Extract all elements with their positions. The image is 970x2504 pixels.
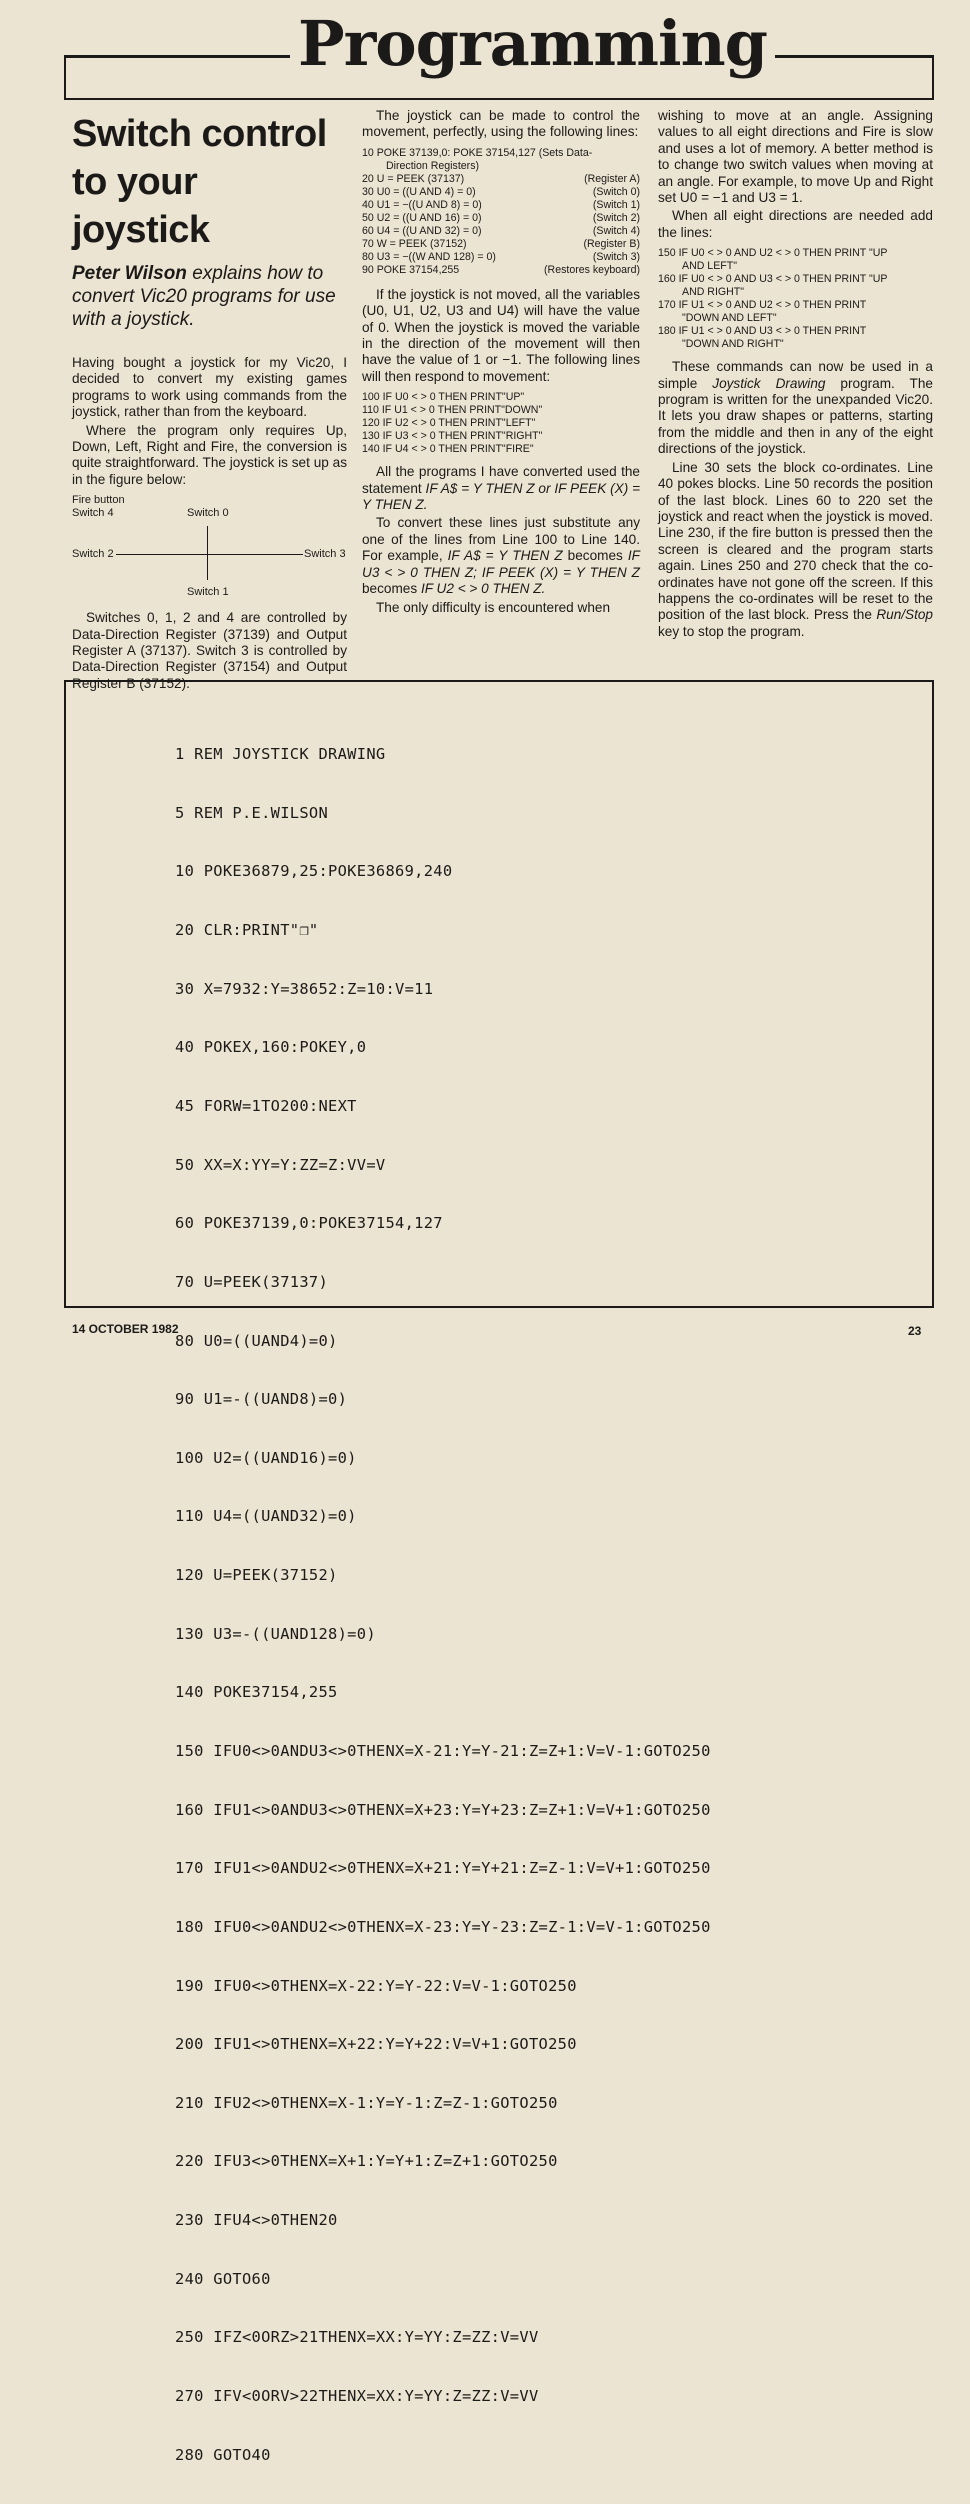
- fig-switch4-label: Switch 4: [72, 507, 114, 520]
- page-number: 23: [908, 1324, 922, 1338]
- code-note: (Switch 0): [592, 185, 640, 198]
- body-paragraph: [658, 359, 933, 457]
- text-run-italic: Run/Stop: [876, 607, 933, 623]
- text-run-italic: IF U2 < > 0 THEN Z.: [420, 581, 546, 597]
- body-paragraph: Having bought a joystick for my Vic20, I decided to convert my existing games programs to work using commands from the joystick, rather than from the keyboard.: [72, 355, 347, 420]
- listing-line: 30 X=7932:Y=38652:Z=10:V=11: [175, 979, 434, 998]
- code-line-cont: AND RIGHT": [682, 286, 745, 299]
- headline-line: joystick: [72, 209, 210, 251]
- code-line: 120 IF U2 < > 0 THEN PRINT"LEFT": [362, 417, 536, 430]
- listing-line: 90 U1=-((UAND8)=0): [175, 1390, 348, 1409]
- listing-line: 140 POKE37154,255: [175, 1683, 338, 1702]
- code-line-cont: AND LEFT": [682, 260, 737, 273]
- fig-vertical-axis: [207, 526, 208, 580]
- body-paragraph: The only difficulty is encountered when: [376, 599, 611, 615]
- listing-line: 1 REM JOYSTICK DRAWING: [175, 745, 386, 764]
- listing-line: 220 IFU3<>0THENX=X+1:Y=Y+1:Z=Z+1:GOTO250: [175, 2152, 558, 2171]
- fig-switch0-label: Switch 0: [187, 507, 229, 520]
- article-column-2: [362, 108, 640, 618]
- code-line: 10 POKE 37139,0: POKE 37154,127 (Sets Data-: [362, 146, 593, 159]
- joystick-switch-figure: [72, 494, 347, 606]
- listing-line: 70 U=PEEK(37137): [175, 1272, 329, 1291]
- listing-line: 170 IFU1<>0ANDU2<>0THENX=X+21:Y=Y+21:Z=Z-1:V=V+1:GOTO250: [175, 1859, 711, 1878]
- code-row: [362, 173, 640, 186]
- fig-switch2-label: Switch 2: [72, 548, 114, 561]
- author-name: Peter Wilson: [72, 263, 187, 284]
- header-rule-bottom: [64, 98, 934, 100]
- code-line: 140 IF U4 < > 0 THEN PRINT"FIRE": [362, 443, 534, 456]
- listing-line: 180 IFU0<>0ANDU2<>0THENX=X-23:Y=Y-23:Z=Z-1:V=V-1:GOTO250: [175, 1917, 711, 1936]
- code-note: (Restores keyboard): [544, 263, 640, 276]
- code-text: 30 U0 = ((U AND 4) = 0): [362, 185, 476, 198]
- code-note: (Register B): [583, 237, 640, 250]
- text-run: To convert these lines just substitute any one of the lines from Line 100 to Line 140. For example,: [362, 515, 640, 564]
- footer-date: 14 OCTOBER 1982: [72, 1322, 179, 1336]
- code-note: (Register A): [584, 172, 640, 185]
- code-row: [362, 199, 640, 212]
- code-row: [362, 238, 640, 251]
- register-code-table: [362, 147, 640, 277]
- listing-line: 200 IFU1<>0THENX=X+22:Y=Y+22:V=V+1:GOTO250: [175, 2035, 577, 2054]
- code-row: [362, 225, 640, 238]
- code-line-cont: Direction Registers): [386, 159, 480, 172]
- code-row: [362, 251, 640, 264]
- body-paragraph: [362, 464, 640, 513]
- body-paragraph: If the joystick is not moved, all the variables (U0, U1, U2, U3 and U4) will have the value of 0. When the joystick is moved the variable in the direction of the movement will then have the value of 1 or −1. The following lines will then respond to movement:: [362, 286, 640, 384]
- fig-switch3-label: Switch 3: [304, 548, 346, 561]
- code-text: 50 U2 = ((U AND 16) = 0): [362, 211, 482, 224]
- headline-line: to your: [72, 161, 198, 203]
- code-text: 90 POKE 37154,255: [362, 263, 460, 276]
- listing-line: 270 IFV<0ORV>22THENX=XX:Y=YY:Z=ZZ:V=VV: [175, 2387, 539, 2406]
- body-paragraph: [362, 515, 640, 597]
- listing-line: 80 U0=((UAND4)=0): [175, 1331, 338, 1350]
- direction-code-list: [362, 391, 640, 456]
- listing-line: 20 CLR:PRINT"❐": [175, 921, 319, 940]
- body-paragraph: Switches 0, 1, 2 and 4 are controlled by Data-Direction Register (37139) and Output Register A (37137). Switch 3 is controlled by Data-Direction Register (37154) and Output Register B (37152).: [72, 610, 347, 691]
- code-note: (Switch 2): [592, 211, 640, 224]
- code-row: [362, 186, 640, 199]
- code-row: [362, 212, 640, 225]
- listing-line: 190 IFU0<>0THENX=X-22:Y=Y-22:V=V-1:GOTO250: [175, 1976, 577, 1995]
- listing-line: 160 IFU1<>0ANDU3<>0THENX=X+23:Y=Y+23:Z=Z+1:V=V+1:GOTO250: [175, 1800, 711, 1819]
- header-rule-left: [64, 55, 66, 100]
- article-column-1: [72, 108, 347, 694]
- text-run-italic: Joystick Drawing: [712, 375, 826, 391]
- text-run-italic: IF A$ = Y THEN Z: [447, 548, 563, 564]
- listing-line: 250 IFZ<0ORZ>21THENX=XX:Y=YY:Z=ZZ:V=VV: [175, 2328, 539, 2347]
- listing-line: 40 POKEX,160:POKEY,0: [175, 1038, 367, 1057]
- listing-line: 45 FORW=1TO200:NEXT: [175, 1096, 357, 1115]
- listing-line: 50 XX=X:YY=Y:ZZ=Z:VV=V: [175, 1155, 386, 1174]
- code-text: 20 U = PEEK (37137): [362, 172, 465, 185]
- text-run: Line 30 sets the block co-ordinates. Line 40 pokes blocks. Line 50 records the position of the last block. Lines 60 to 220 set the joystick and react when the joystick is moved. Line 230, if the fire button is pressed then the screen is cleared and the program starts again. Lines 250 and 270 check that the co-ordinates have not gone off the screen. If this happens the co-ordinates will be reset to the position of the last block. Press the: [658, 459, 933, 623]
- fig-horizontal-axis: [116, 554, 303, 555]
- listing-line: 5 REM P.E.WILSON: [175, 803, 329, 822]
- code-line: 100 IF U0 < > 0 THEN PRINT"UP": [362, 391, 525, 404]
- code-line: 150 IF U0 < > 0 AND U2 < > 0 THEN PRINT "UP: [658, 247, 888, 260]
- body-paragraph: The joystick can be made to control the movement, perfectly, using the following lines:: [362, 108, 640, 140]
- listing-line: 100 U2=((UAND16)=0): [175, 1448, 357, 1467]
- body-paragraph: Where the program only requires Up, Down, Left, Right and Fire, the conversion is quite straightforward. The joystick is set up as in the figure below:: [72, 422, 347, 487]
- code-line: 170 IF U1 < > 0 AND U2 < > 0 THEN PRINT: [658, 299, 867, 312]
- diagonal-code-list: [658, 247, 933, 351]
- listing-line: 210 IFU2<>0THENX=X-1:Y=Y-1:Z=Z-1:GOTO250: [175, 2093, 558, 2112]
- text-run: key to stop the program.: [658, 623, 805, 639]
- deck-text: explains how to convert Vic20 programs for use with a joystick.: [72, 263, 336, 330]
- code-note: (Switch 3): [592, 250, 640, 263]
- article-deck: [72, 262, 347, 331]
- section-title: Programming: [290, 4, 775, 84]
- text-run: These commands can now be used in a simple: [658, 359, 933, 391]
- listing-line: 240 GOTO60: [175, 2269, 271, 2288]
- listing-line: 130 U3=-((UAND128)=0): [175, 1624, 376, 1643]
- listing-line: 280 GOTO40: [175, 2445, 271, 2464]
- body-paragraph: [658, 460, 933, 640]
- body-paragraph: When all eight directions are needed add the lines:: [658, 208, 933, 240]
- headline-line: Switch control: [72, 113, 327, 155]
- code-note: (Switch 4): [592, 224, 640, 237]
- code-note: (Switch 1): [592, 198, 640, 211]
- listing-line: 60 POKE37139,0:POKE37154,127: [175, 1214, 443, 1233]
- code-text: 40 U1 = −((U AND 8) = 0): [362, 198, 482, 211]
- code-line: 160 IF U0 < > 0 AND U3 < > 0 THEN PRINT "UP: [658, 273, 888, 286]
- fig-switch1-label: Switch 1: [187, 586, 229, 599]
- code-line: 130 IF U3 < > 0 THEN PRINT"RIGHT": [362, 430, 543, 443]
- listing-line: 120 U=PEEK(37152): [175, 1566, 338, 1585]
- text-run-italic: IF A$ = Y THEN Z or IF PEEK (X) = Y THEN Z.: [362, 480, 641, 513]
- code-text: 70 W = PEEK (37152): [362, 237, 467, 250]
- code-text: 60 U4 = ((U AND 32) = 0): [362, 224, 482, 237]
- text-run-italic: IF U3 < > 0 THEN Z; IF PEEK (X) = Y THEN Z: [362, 548, 640, 580]
- text-run: All the programs I have converted used the statement: [362, 464, 640, 496]
- article-column-3: [658, 108, 933, 642]
- code-row: [362, 264, 640, 277]
- text-run: becomes: [562, 548, 628, 564]
- code-line: 180 IF U1 < > 0 AND U3 < > 0 THEN PRINT: [658, 325, 867, 338]
- text-run: program. The program is written for the unexpanded Vic20. It lets you draw shapes or patterns, starting from the middle and then in any of the eight directions of the joystick.: [658, 375, 933, 457]
- body-paragraph: wishing to move at an angle. Assigning values to all eight directions and Fire is slow and uses a lot of memory. A better method is to change two switch values when moving at an angle. For example, to move Up and Right set U0 = −1 and U3 = 1.: [658, 108, 933, 206]
- code-line: 110 IF U1 < > 0 THEN PRINT"DOWN": [362, 404, 543, 417]
- code-line-cont: "DOWN AND LEFT": [682, 312, 777, 325]
- fig-fire-label: Fire button: [72, 494, 125, 507]
- article-headline: [72, 108, 347, 254]
- code-line-cont: "DOWN AND RIGHT": [682, 338, 784, 351]
- text-run: becomes: [362, 581, 421, 597]
- listing-line: 110 U4=((UAND32)=0): [175, 1507, 357, 1526]
- listing-line: 10 POKE36879,25:POKE36869,240: [175, 862, 453, 881]
- code-text: 80 U3 = −((W AND 128) = 0): [362, 250, 496, 263]
- listing-line: 230 IFU4<>0THEN20: [175, 2211, 338, 2230]
- listing-line: 150 IFU0<>0ANDU3<>0THENX=X-21:Y=Y-21:Z=Z+1:V=V-1:GOTO250: [175, 1741, 711, 1760]
- program-listing: [175, 706, 711, 2504]
- header-rule-right: [932, 55, 934, 100]
